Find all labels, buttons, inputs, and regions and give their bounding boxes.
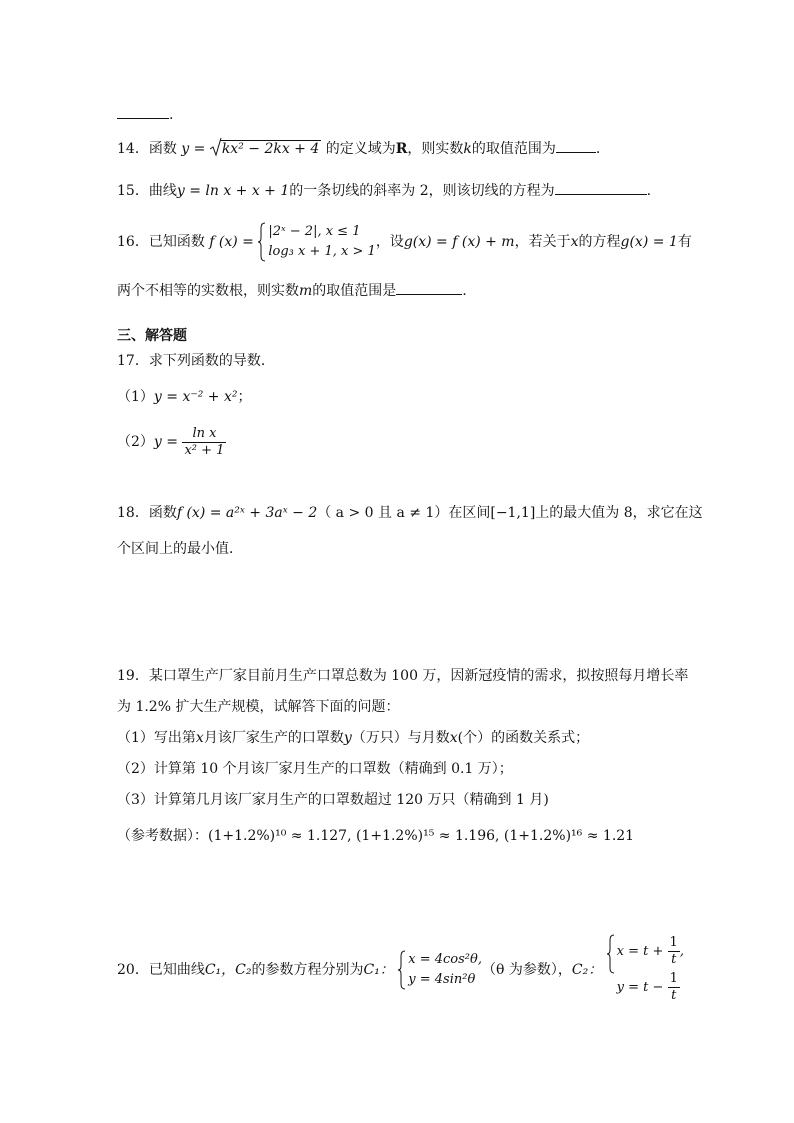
q14-suffix: 的取值范围为 — [471, 141, 556, 157]
q20-c1-row-2: y = 4sin²θ — [408, 972, 476, 987]
q20-curves: C₁，C₂ — [204, 962, 252, 978]
q16-piecewise — [258, 222, 375, 262]
q16-line2a: 两个不相等的实数根，则实数 — [117, 283, 299, 299]
section-heading-3: 三、解答题 — [117, 328, 187, 344]
q20-c2-r1-a: x = t + — [616, 944, 664, 959]
q18-expr: f (x) = a²ˣ + 3aˣ − 2 — [176, 505, 318, 521]
q19-p1a: （1）写出第 — [117, 730, 196, 746]
q16-g-eq: g(x) = 1 — [620, 234, 678, 250]
q20-c2-r2-den: t — [671, 988, 677, 1003]
q16-x: x — [570, 234, 579, 250]
q18-prefix: 18．函数 — [117, 505, 177, 521]
q20-c2-r2-num: 1 — [669, 971, 678, 986]
q16-f-lhs: f (x) = — [209, 234, 254, 250]
q16-g-def: g(x) = f (x) + m — [403, 234, 515, 250]
q17-p2-denominator: x² + 1 — [184, 442, 225, 458]
q20-c2-row-1 — [617, 934, 684, 970]
q15-answer-blank — [555, 180, 647, 195]
question-19-line-2: 为 1.2% 扩大生产规模，试解答下面的问题： — [117, 699, 400, 715]
question-18-line-2: 个区间上的最小值． — [117, 541, 243, 557]
q16-prefix: 16．已知函数 — [117, 234, 205, 250]
q15-prefix: 15．曲线 — [117, 183, 177, 199]
q20-c2-row-2 — [617, 970, 684, 1006]
q16-m: m — [299, 283, 313, 299]
q15-suffix: 的一条切线的斜率为 2，则该切线的方程为 — [289, 183, 555, 199]
left-brace-icon — [258, 222, 266, 262]
q20-c2-r1-num: 1 — [669, 935, 678, 950]
q17-p2-label: （2） — [117, 434, 154, 450]
q16-mid: ，设 — [375, 234, 404, 250]
question-16-line-2 — [117, 280, 467, 301]
q14-sqrt — [210, 139, 321, 159]
q16-mid3: 的方程 — [578, 234, 621, 250]
q20-c2-r1-den: t — [671, 952, 677, 967]
q19-ref-expr: (1+1.2%)¹⁰ ≈ 1.127, (1+1.2%)¹⁵ ≈ 1.196, (1+1.2%)¹⁶ ≈ 1.21 — [208, 828, 635, 844]
question-18 — [117, 503, 703, 523]
q17-part-1 — [117, 387, 252, 407]
q15-end: . — [646, 183, 652, 199]
q20-mid: 的参数方程分别为 — [251, 962, 364, 978]
q17-p1-end: ； — [237, 389, 252, 405]
q13-answer-blank — [117, 104, 169, 119]
q20-param: （θ 为参数）， — [481, 962, 572, 978]
q17-p1-expr: y = x⁻² + x² — [153, 389, 238, 405]
q14-eq-lhs: y = — [181, 141, 206, 157]
q14-mid2: ，则实数 — [407, 141, 464, 157]
q20-c2-r2-a: y = t − — [616, 980, 664, 995]
q18-suffix: 上的最大值为 8，求它在这 — [535, 505, 703, 521]
q20-c2-label: C₂： — [571, 962, 603, 978]
q19-p1-x2: x — [449, 730, 458, 746]
q19-part-1 — [117, 728, 589, 748]
question-20 — [117, 930, 684, 1010]
q14-prefix: 14．函数 — [117, 141, 177, 157]
q13-end: . — [169, 107, 174, 123]
left-brace-icon — [607, 934, 615, 974]
q17-p1-label: （1） — [117, 389, 154, 405]
q20-c2-r2-frac — [668, 971, 680, 1004]
q19-p1b: 月该厂家生产的口罩数 — [203, 730, 344, 746]
q16-mid2: ，若关于 — [514, 234, 571, 250]
q16-case-1: |2ˣ − 2|, x ≤ 1 — [268, 224, 361, 239]
q20-c2-r1-end: , — [679, 944, 684, 959]
q16-end1: 有 — [677, 234, 692, 250]
q20-c1-label: C₁： — [363, 962, 394, 978]
q19-p1-x: x — [195, 730, 204, 746]
q16-case-2: log₃ x + 1, x > 1 — [268, 244, 376, 259]
q16-end2: . — [462, 283, 467, 299]
question-16 — [117, 222, 692, 262]
question-15 — [117, 180, 651, 201]
q20-c1-system — [398, 950, 482, 990]
q20-c2-system — [607, 934, 684, 1006]
q19-p1d: (个）的函数关系式； — [457, 730, 590, 746]
q19-p1c: （万只）与月数 — [351, 730, 450, 746]
q16-answer-blank — [396, 280, 462, 295]
q14-answer-blank — [556, 138, 596, 153]
q19-part-3: （3）计算第几月该厂家月生产的口罩数超过 120 万只（精确到 1 月) — [117, 792, 549, 808]
q18-interval: [−1,1] — [490, 505, 536, 521]
question-14 — [117, 138, 600, 159]
q18-cond: （ a > 0 且 a ≠ 1）在区间 — [317, 505, 491, 521]
q19-ref-label: （参考数据）： — [117, 828, 208, 844]
q14-real-set: R — [395, 141, 408, 157]
q13-tail-line — [117, 104, 173, 125]
q17-p2-numerator: ln x — [182, 426, 226, 443]
q14-k: k — [463, 141, 472, 157]
q14-mid: 的定义域为 — [325, 141, 396, 157]
q17-p2-fraction — [182, 426, 226, 459]
q17-p2-lhs: y = — [153, 434, 179, 450]
q20-c1-row-1: x = 4cos²θ, — [408, 952, 482, 967]
sqrt-sign-icon — [210, 137, 222, 157]
q19-reference — [117, 826, 634, 846]
q16-line2b: 的取值范围是 — [312, 283, 397, 299]
question-19-line-1: 19．某口罩生产厂家目前月生产口罩总数为 100 万，因新冠疫情的需求，拟按照每月增长率 — [117, 668, 689, 684]
q14-end: . — [595, 141, 601, 157]
q17-title: 17．求下列函数的导数． — [117, 353, 275, 369]
q20-c2-r1-frac — [668, 935, 680, 968]
q19-p1-y: y — [343, 730, 352, 746]
left-brace-icon — [398, 950, 406, 990]
q17-part-2 — [117, 424, 226, 460]
q15-expr: y = ln x + x + 1 — [176, 183, 290, 199]
q19-part-2: （2）计算第 10 个月该厂家月生产的口罩数（精确到 0.1 万）； — [117, 761, 513, 777]
q20-prefix: 20．已知曲线 — [117, 962, 205, 978]
q14-radicand: kx² − 2kx + 4 — [221, 141, 320, 157]
